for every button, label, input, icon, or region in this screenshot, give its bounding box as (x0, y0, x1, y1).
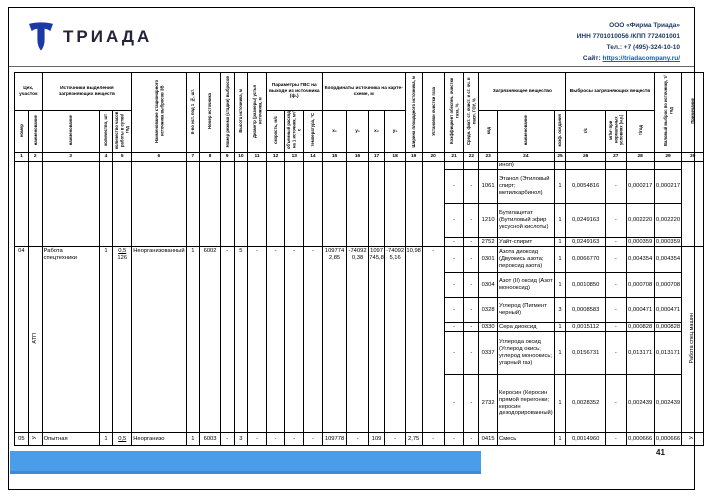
header-cell: 6 (132, 153, 186, 162)
table-cell: - (444, 375, 464, 433)
table-cell: 0,0015112 (566, 323, 605, 332)
selection-highlight-bar (10, 451, 481, 474)
header-cell: у₂ (385, 111, 405, 153)
table-cell: Опытная (42, 433, 99, 446)
header-cell: 9 (220, 153, 234, 162)
table-cell: 0,000666 (626, 433, 654, 446)
header-cell: 13 (285, 153, 304, 162)
table-cell: 1 (99, 433, 113, 446)
table-cell: 0328 (479, 298, 498, 323)
header-cell: 21 (444, 153, 464, 162)
header-col-nomer-rezhima (220, 73, 234, 153)
table-cell (368, 162, 385, 247)
table-cell: 1 (554, 323, 566, 332)
table-cell: 05 (15, 433, 29, 446)
header-cell: 27 (605, 153, 626, 162)
table-cell: 2752 (479, 238, 498, 247)
table-cell (479, 162, 498, 170)
header-cell: 2 (28, 153, 42, 162)
table-cell: - (605, 323, 626, 332)
header-row (15, 153, 704, 162)
header-cell: 16 (347, 153, 368, 162)
vertical-text: К-во ист. под 1 №, шт. (190, 88, 196, 134)
header-cell (605, 111, 626, 153)
table-cell (99, 162, 113, 247)
table-cell: - (464, 433, 479, 446)
table-cell (422, 162, 444, 247)
table-cell: 109778 (322, 433, 347, 446)
table-cell: - (605, 273, 626, 298)
table-cell: - (422, 247, 444, 433)
table-cell: Неорганизованный (132, 247, 186, 433)
header-cell: у₁ (347, 111, 368, 153)
header-cell: 19 (405, 153, 422, 162)
table-row (15, 162, 704, 170)
table-cell: 0,0010850 (566, 273, 605, 298)
table-cell: - (444, 204, 464, 238)
table-cell: - (304, 247, 322, 433)
header-cell: 20 (422, 153, 444, 162)
header-cell: 12 (266, 153, 284, 162)
header-col-sredn-fakt (464, 73, 479, 153)
table-cell: - (266, 433, 284, 446)
vertical-text: Валовый выброс по источнику, т/год (662, 76, 673, 147)
header-cell (113, 111, 132, 153)
table-cell: - (605, 298, 626, 323)
table-cell: 1061 (479, 170, 498, 204)
table-cell: Керосин (Керосин прямой перегонки; керосин дезодорированный) (498, 375, 555, 433)
header-col-diametr (248, 73, 267, 153)
header-cell: 25 (554, 153, 566, 162)
table-cell: Азота диоксид (Двуокись азота; пероксид азота) (498, 247, 555, 273)
table-cell: 6002 (200, 247, 221, 433)
table-cell (15, 162, 29, 247)
table-cell: 10,98 (405, 247, 422, 433)
vertical-text: У (31, 436, 38, 440)
table-cell: - (444, 170, 464, 204)
table-cell (682, 162, 704, 247)
triada-logo-icon (26, 20, 56, 53)
table-cell: 0,0066770 (566, 247, 605, 273)
header-cell: х₂ (368, 111, 385, 153)
table-cell (42, 162, 99, 247)
table-cell: 1 (554, 170, 566, 204)
table-cell: 2732 (479, 375, 498, 433)
header-row (15, 73, 704, 111)
emissions-table (14, 72, 704, 446)
table-cell (200, 162, 221, 247)
table-cell: - (464, 332, 479, 375)
table-cell (682, 247, 704, 433)
company-site-line (577, 53, 680, 64)
header-cell: 1 (15, 153, 29, 162)
header-col-nomer-istochnika (200, 73, 221, 153)
table-cell: 1 (554, 273, 566, 298)
table-cell: Углерода оксид (Углерод окись; углерод моноокись; угарный газ) (498, 332, 555, 375)
table-cell: - (605, 170, 626, 204)
table-row (15, 247, 704, 273)
table-cell: 1 (186, 247, 200, 433)
table-cell: 0,000217 (654, 170, 682, 204)
header-cell: 24 (498, 153, 555, 162)
table-cell (626, 162, 654, 170)
table-cell: - (444, 247, 464, 273)
table-cell: 0,0054816 (566, 170, 605, 204)
table-cell: - (444, 238, 464, 247)
vertical-text: количество часов работы в сутки/год (114, 111, 130, 149)
table-cell: - (464, 170, 479, 204)
table-cell: 0,0028352 (566, 375, 605, 433)
table-cell: - (464, 247, 479, 273)
table-cell: - (347, 433, 368, 446)
table-cell: 0337 (479, 332, 498, 375)
table-cell: 0,0249163 (566, 238, 605, 247)
table-cell: - (444, 298, 464, 323)
header-cell (266, 111, 284, 153)
table-cell (605, 162, 626, 170)
vertical-text: объемный расход на 1 источник, м³/с (286, 111, 302, 150)
header-cell: 18 (385, 153, 405, 162)
table-cell (186, 162, 200, 247)
table-cell: - (464, 298, 479, 323)
table-cell: Сера диоксид (498, 323, 555, 332)
header-cell: 26 (566, 153, 605, 162)
header-cell: 14 (304, 153, 322, 162)
table-cell (285, 162, 304, 247)
header-group-zagryaznyayushchee: Загрязняющее вещество (479, 73, 566, 111)
header-col-kvo-ist (186, 73, 200, 153)
vertical-text: т/год (637, 125, 643, 136)
table-cell: 1 (554, 204, 566, 238)
fraction-numerator: 0,5 (118, 435, 127, 442)
table-cell: -740920,38 (347, 247, 368, 433)
table-cell (132, 162, 186, 247)
table-cell (28, 162, 42, 247)
table-cell: 0,002439 (654, 375, 682, 433)
table-cell (266, 162, 284, 247)
table-cell: 1 (99, 247, 113, 433)
table-cell: - (605, 375, 626, 433)
header-col-shirina (405, 73, 422, 153)
header-col-primechanie (682, 73, 704, 153)
vertical-text: номер (18, 123, 24, 137)
table-cell (405, 162, 422, 247)
table-cell: 5 (234, 247, 248, 433)
page-number: 41 (656, 448, 665, 457)
table-cell: -740925,16 (385, 247, 405, 433)
table-cell: - (248, 247, 267, 433)
table-cell: - (444, 323, 464, 332)
fraction-numerator: 0,5 (118, 248, 127, 254)
vertical-text: У (689, 436, 696, 440)
header-divider (9, 66, 694, 67)
table-cell: 0,002220 (626, 204, 654, 238)
table-cell: Уайт-спирит (498, 238, 555, 247)
table-cell: 0304 (479, 273, 498, 298)
table-cell: - (248, 433, 267, 446)
table-cell: 0,000828 (628, 323, 653, 330)
table-cell: 0,013171 (654, 332, 682, 375)
table-cell: 109 (368, 433, 385, 446)
header-group-tseh-uchastok: Цех, участок (15, 73, 43, 111)
header-cell (285, 111, 304, 153)
vertical-text: наименование (68, 115, 73, 146)
table-cell: 0301 (479, 247, 498, 273)
table-cell (554, 162, 566, 170)
header-row (15, 111, 704, 153)
table-cell: 0,000708 (626, 273, 654, 298)
table-cell: 1 (554, 332, 566, 375)
vertical-text: Примечание (690, 98, 696, 125)
table-cell: - (285, 247, 304, 433)
company-info (577, 20, 680, 64)
header-group-istochniki-vydeleniya: Источники выделения загрязняющих веществ (42, 73, 132, 111)
table-cell: 1 (554, 247, 566, 273)
header-cell: 23 (479, 153, 498, 162)
header-cell: 17 (368, 153, 385, 162)
table-cell: 1210 (479, 204, 498, 238)
vertical-text: наименование (32, 115, 38, 146)
table-cell: Работа спецтехники (42, 247, 99, 433)
header-cell (304, 111, 322, 153)
header-cell: 15 (322, 153, 347, 162)
header-cell (498, 111, 555, 153)
table-cell: - (605, 238, 626, 247)
table-cell: - (422, 433, 444, 446)
company-phone: Тел.: +7 (495)-324-10-10 (606, 44, 680, 52)
header-group-koordinaty: Координаты источника на карте-схеме, м (322, 73, 405, 111)
table-cell (113, 162, 132, 247)
logo-text: ТРИАДА (63, 26, 153, 46)
header-cell: 28 (626, 153, 654, 162)
table-cell: 0,002220 (654, 204, 682, 238)
table-cell: - (266, 247, 284, 433)
table-cell (28, 247, 42, 433)
table-cell (444, 162, 464, 170)
table-cell: 1 (186, 433, 200, 446)
header-cell: 10 (234, 153, 248, 162)
table-cell (113, 433, 132, 446)
vertical-text: Наименование стационарного источника выбросов ЗВ (153, 79, 164, 143)
header-col-koefficient (444, 73, 464, 153)
table-cell: 0,0008583 (566, 298, 605, 323)
table-cell: 1 (554, 375, 566, 433)
vertical-text: Средн. факт. ст. очист. и ст. оч. в пасп. ГОУ, % (466, 77, 477, 145)
vertical-text: температура, °С (310, 113, 316, 147)
vertical-text: г/с (583, 127, 589, 133)
table-cell: 0330 (479, 323, 498, 332)
site-label: Сайт: (582, 55, 601, 63)
table-cell: 2,75 (405, 433, 422, 446)
table-cell: - (464, 238, 479, 247)
table-cell: 0,000217 (626, 170, 654, 204)
table-cell: Смесь (498, 433, 555, 446)
table-cell (322, 162, 347, 247)
header-cell (15, 111, 29, 153)
table-cell: 0,000359 (628, 238, 653, 245)
table-cell: 0,004354 (626, 247, 654, 273)
header-cell (99, 111, 113, 153)
header-cell: 29 (654, 153, 682, 162)
vertical-text: Коэффициент обеспеч. очистки газа, % (448, 78, 460, 145)
table-cell: Бутилацетат (Бутиловый эфир уксусной кислоты) (498, 204, 555, 238)
header-group-parametry-gvs: Параметры ГВС на выходе из источника (ф.) (266, 73, 322, 111)
vertical-text: коэф. оседания (557, 113, 563, 147)
table-cell: - (605, 204, 626, 238)
vertical-text: код (485, 126, 491, 134)
header-cell: 5 (113, 153, 132, 162)
header-cell: 11 (248, 153, 267, 162)
table-cell: - (444, 273, 464, 298)
table-cell (234, 162, 248, 247)
vertical-text: количество, шт (103, 114, 109, 147)
header-cell: 3 (42, 153, 99, 162)
table-cell (682, 433, 704, 446)
vertical-text: Диаметр (размеры) устья источника, м (251, 84, 263, 138)
table-cell: 0,013171 (626, 332, 654, 375)
table-cell: 3 (234, 433, 248, 446)
header-cell (479, 111, 498, 153)
table-cell: - (464, 273, 479, 298)
table-cell: 0,0014960 (566, 433, 605, 446)
header-cell (42, 111, 99, 153)
table-cell: 0415 (479, 433, 498, 446)
table-cell (220, 162, 234, 247)
vertical-text: Номер источника (207, 93, 213, 130)
table-cell: 0,002439 (626, 375, 654, 433)
table-cell: - (220, 247, 234, 433)
table-cell (464, 162, 479, 170)
table-cell: 0,000471 (626, 298, 654, 323)
table-cell: 1 (554, 238, 566, 247)
header-cell: 4 (99, 153, 113, 162)
table-cell: - (385, 433, 405, 446)
site-link[interactable]: https://triadacompany.ru/ (602, 55, 680, 63)
table-cell: 0,000708 (654, 273, 682, 298)
table-cell: 0,000359 (655, 238, 681, 245)
header-cell: 8 (200, 153, 221, 162)
header-cell (28, 111, 42, 153)
header-cell: х₁ (322, 111, 347, 153)
vertical-text: мг/м³ при нормальных условиях (н.у.) (607, 115, 624, 146)
table-cell: 0,000828 (655, 323, 681, 330)
vertical-text: Установки очистки газа (430, 86, 436, 136)
company-name: ООО «Фирма Триада» (609, 22, 680, 29)
header-col-ustanovki-ochistki (422, 73, 444, 153)
table-cell: Азот (II) оксид (Азот монооксид) (498, 273, 555, 298)
header-col-valovyy-vybros (654, 73, 682, 153)
header-cell: 22 (464, 153, 479, 162)
table-cell: - (605, 433, 626, 446)
vertical-text: Работа спец.машин (689, 312, 696, 364)
table-cell: 0,004354 (654, 247, 682, 273)
table-cell: - (304, 433, 322, 446)
header-col-vysota (234, 73, 248, 153)
logo (26, 20, 152, 53)
table-cell: - (464, 375, 479, 433)
table-cell: 0,000666 (654, 433, 682, 446)
table-cell: - (220, 433, 234, 446)
table-cell: - (605, 247, 626, 273)
table-cell: - (444, 433, 464, 446)
table-cell: 6003 (200, 433, 221, 446)
header-cell (566, 111, 605, 153)
header-cell (554, 111, 566, 153)
table-cell: 0,0249163 (566, 204, 605, 238)
table-cell: Неорганизо (132, 433, 186, 446)
vertical-text: скорость, м/с (272, 116, 278, 145)
table-cell: Углерод (Пигмент черный) (498, 298, 555, 323)
table-cell: 1 (554, 433, 566, 446)
table-cell: 0,5 126 (113, 247, 132, 433)
table-cell: - (464, 323, 479, 332)
table-cell: - (444, 332, 464, 375)
table-cell (566, 162, 605, 170)
vertical-text: Высота источника, м (238, 89, 244, 134)
table-cell: Этанол (Этиловый спирт; метилкарбинол) (498, 170, 555, 204)
table-cell: - (285, 433, 304, 446)
header-group-vybrosy: Выбросы загрязняющих веществ (566, 73, 654, 111)
table-cell: 0,0156731 (566, 332, 605, 375)
table-cell (304, 162, 322, 247)
table-cell (347, 162, 368, 247)
table-cell: - (464, 204, 479, 238)
table-row (15, 433, 704, 446)
table-cell (28, 433, 42, 446)
table-cell (385, 162, 405, 247)
vertical-text: наименование (523, 115, 529, 146)
header-col-naimenovanie-istochnika (132, 73, 186, 153)
header-cell: 30 (682, 153, 704, 162)
vertical-text: Номер режима (стадии) выбросов (224, 75, 230, 147)
table-cell: 3 (554, 298, 566, 323)
header-cell (626, 111, 654, 153)
table-cell: инол) (498, 162, 555, 170)
table-cell: 04 (15, 247, 29, 433)
table-cell: 1097742,85 (322, 247, 347, 433)
vertical-text: Ширина площадного источника, м (411, 75, 417, 147)
table-cell (248, 162, 267, 247)
table-cell: 1097745,8 (368, 247, 385, 433)
header-cell: 7 (186, 153, 200, 162)
company-inn: ИНН 7701010056 /КПП 772401001 (576, 33, 680, 41)
table-cell (654, 162, 682, 170)
table-cell: - (605, 332, 626, 375)
table-cell: 0,000471 (654, 298, 682, 323)
vertical-text: АТП (31, 332, 38, 344)
